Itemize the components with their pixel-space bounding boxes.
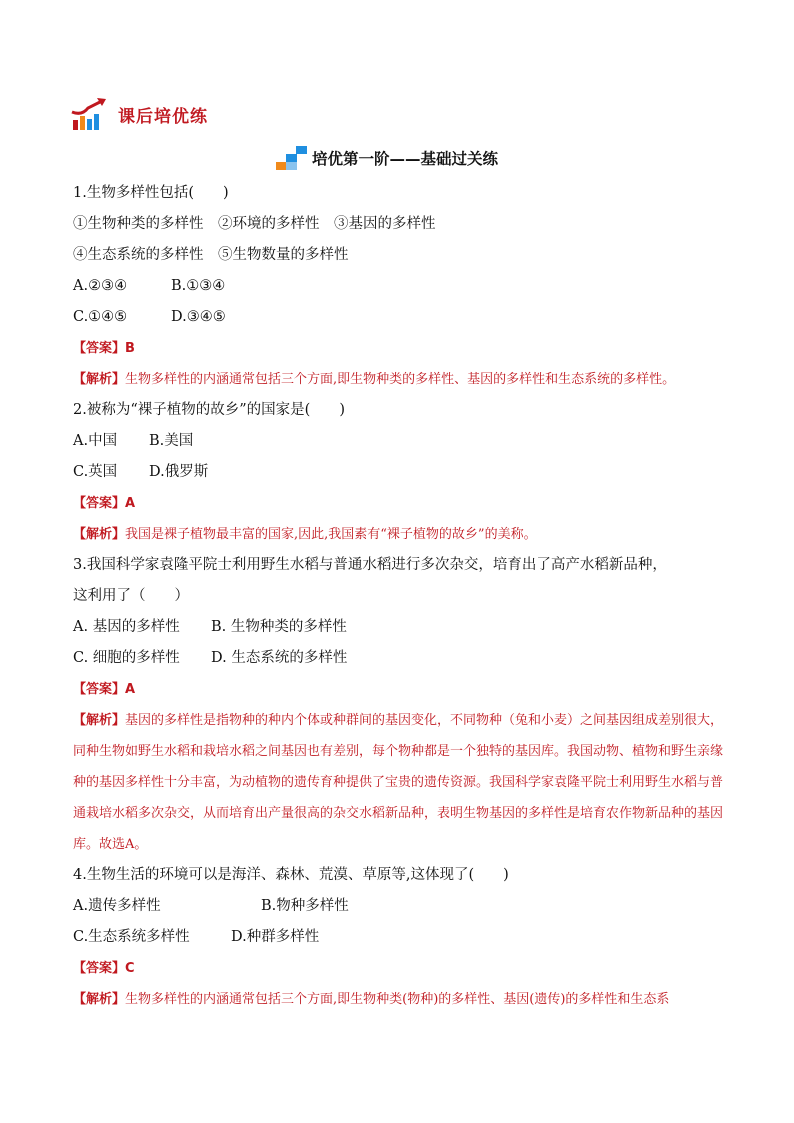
explain-tag: 【解析】 [73, 713, 126, 728]
answer-tag: 【答案】 [73, 682, 126, 697]
question-3-explanation [73, 705, 729, 860]
header-title: 课后培优练 [118, 106, 208, 127]
explain-text: 生物多样性的内涵通常包括三个方面,即生物种类(物种)的多样性、基因(遗传)的多样性和生态系 [125, 992, 670, 1007]
option-b: B.①③④ [171, 278, 226, 294]
question-3-options-ab [73, 612, 733, 643]
option-d: D.③④⑤ [171, 309, 226, 325]
section-header [70, 96, 208, 132]
question-2-explanation [73, 519, 733, 550]
option-c: C.①④⑤ [73, 309, 128, 325]
option-d: D. 生态系统的多样性 [211, 650, 348, 666]
question-2-answer [73, 488, 733, 519]
answer-value: B [125, 341, 135, 356]
stairs-icon [274, 144, 308, 172]
question-2-options-ab [73, 426, 733, 457]
question-3-options-cd [73, 643, 733, 674]
option-b: B.美国 [149, 433, 194, 449]
question-1-options-cd [73, 302, 733, 333]
question-3-stem-1: 3.我国科学家袁隆平院士利用野生水稻与普通水稻进行多次杂交，培育出了高产水稻新品种， [73, 557, 667, 573]
question-2-stem: 2.被称为“裸子植物的故乡”的国家是( ) [73, 402, 345, 418]
question-3-answer [73, 674, 733, 705]
option-a: A.②③④ [73, 278, 128, 294]
option-a: A.中国 [73, 433, 118, 449]
option-c: C.英国 [73, 464, 118, 480]
explain-tag: 【解析】 [73, 527, 126, 542]
question-1-options-ab [73, 271, 733, 302]
answer-value: A [125, 496, 136, 511]
question-4-options-ab [73, 891, 733, 922]
option-c: C.生态系统多样性 [73, 929, 190, 945]
explain-text: 基因的多样性是指物种的种内个体或种群间的基因变化，不同物种（兔和小麦）之间基因组成差别很大，同种生物如野生水稻和栽培水稻之间基因也有差别，每个物种都是一个独特的基因库。我国动物、植物和野生亲缘种的基因多样性十分丰富，为动植物的遗传育种提供了宝贵的遗传资源。我国科学家袁隆平院士利用野生水稻与普通栽培水稻多次杂交，从而培育出产量很高的杂交水稻新品种，表明生物基因的多样性是培育农作物新品种的基因库。故选A。 [73, 713, 724, 852]
option-d: D.俄罗斯 [149, 464, 209, 480]
explain-tag: 【解析】 [73, 992, 126, 1007]
option-a: A.遗传多样性 [73, 898, 161, 914]
question-4-stem: 4.生物生活的环境可以是海洋、森林、荒漠、草原等,这体现了( ) [73, 867, 509, 883]
question-1-items-1: ①生物种类的多样性 ②环境的多样性 ③基因的多样性 [73, 216, 436, 232]
question-1-answer [73, 333, 733, 364]
explain-text: 我国是裸子植物最丰富的国家,因此,我国素有“裸子植物的故乡”的美称。 [125, 527, 537, 542]
rising-chart-icon [70, 96, 110, 132]
question-4-options-cd [73, 922, 733, 953]
section-title [274, 143, 498, 173]
question-3-stem-2: 这利用了（ ） [73, 588, 189, 604]
answer-value: C [125, 961, 135, 976]
option-c: C. 细胞的多样性 [73, 650, 180, 666]
section-title-text: 培优第一阶——基础过关练 [312, 150, 499, 168]
option-a: A. 基因的多样性 [73, 619, 180, 635]
answer-value: A [125, 682, 136, 697]
answer-tag: 【答案】 [73, 961, 126, 976]
question-1-explanation [73, 364, 733, 395]
answer-tag: 【答案】 [73, 341, 126, 356]
question-4-explanation [73, 984, 733, 1015]
answer-tag: 【答案】 [73, 496, 126, 511]
question-2-options-cd [73, 457, 733, 488]
question-1-stem: 1.生物多样性包括( ) [73, 185, 229, 201]
option-b: B.物种多样性 [261, 898, 349, 914]
explain-tag: 【解析】 [73, 372, 126, 387]
question-list [73, 178, 733, 1015]
question-4-answer [73, 953, 733, 984]
option-d: D.种群多样性 [231, 929, 320, 945]
explain-text: 生物多样性的内涵通常包括三个方面,即生物种类的多样性、基因的多样性和生态系统的多样性。 [125, 372, 676, 387]
question-1-items-2: ④生态系统的多样性 ⑤生物数量的多样性 [73, 247, 349, 263]
option-b: B. 生物种类的多样性 [211, 619, 347, 635]
